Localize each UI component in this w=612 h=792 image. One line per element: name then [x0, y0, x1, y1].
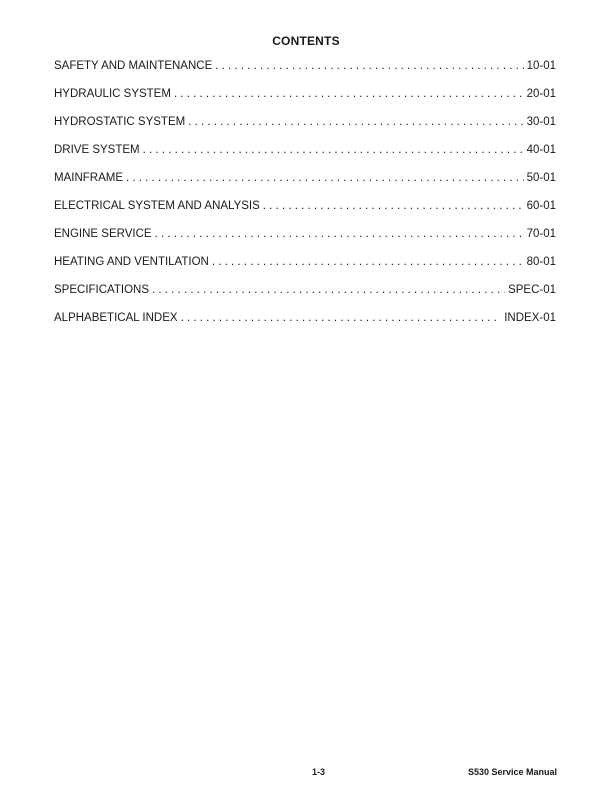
dot-leader	[126, 171, 524, 185]
toc-entry-mainframe[interactable]	[54, 171, 556, 199]
toc-entry-label: DRIVE SYSTEM	[54, 144, 140, 156]
toc-entry-electrical-system-and-analysis[interactable]	[54, 199, 556, 227]
toc-entry-label: ENGINE SERVICE	[54, 228, 152, 240]
dot-leader	[155, 227, 524, 241]
dot-leader	[188, 115, 523, 129]
toc-entry-label: SAFETY AND MAINTENANCE	[54, 60, 213, 72]
toc-entry-label: HYDRAULIC SYSTEM	[54, 88, 171, 100]
table-of-contents	[54, 59, 556, 339]
dot-leader	[212, 255, 524, 269]
toc-entry-page: 70-01	[526, 228, 556, 240]
page-footer	[0, 767, 612, 781]
dot-leader	[215, 59, 523, 73]
toc-entry-label: ALPHABETICAL INDEX	[54, 312, 178, 324]
toc-entry-safety-and-maintenance[interactable]	[54, 59, 556, 87]
dot-leader	[263, 199, 524, 213]
page-title: CONTENTS	[272, 34, 340, 48]
dot-leader	[174, 87, 524, 101]
toc-entry-heating-and-ventilation[interactable]	[54, 255, 556, 283]
toc-entry-page: 40-01	[526, 144, 556, 156]
toc-entry-drive-system[interactable]	[54, 143, 556, 171]
toc-entry-engine-service[interactable]	[54, 227, 556, 255]
toc-entry-page: 50-01	[526, 172, 556, 184]
toc-entry-hydraulic-system[interactable]	[54, 87, 556, 115]
toc-entry-label: HYDROSTATIC SYSTEM	[54, 116, 186, 128]
toc-entry-page: 20-01	[526, 88, 556, 100]
dot-leader	[152, 283, 505, 297]
footer-page-number: 1-3	[312, 767, 326, 777]
toc-entry-page: 30-01	[526, 116, 556, 128]
dot-leader	[143, 143, 524, 157]
toc-entry-label: HEATING AND VENTILATION	[54, 256, 209, 268]
toc-entry-label: MAINFRAME	[54, 172, 123, 184]
toc-entry-label: ELECTRICAL SYSTEM AND ANALYSIS	[54, 200, 260, 212]
toc-entry-alphabetical-index[interactable]	[54, 311, 556, 339]
toc-entry-page: 80-01	[526, 256, 556, 268]
toc-entry-page: 60-01	[526, 200, 556, 212]
toc-entry-specifications[interactable]	[54, 283, 556, 311]
dot-leader	[181, 311, 502, 325]
toc-entry-page: SPEC-01	[508, 284, 556, 296]
toc-entry-hydrostatic-system[interactable]	[54, 115, 556, 143]
toc-entry-page: 10-01	[526, 60, 556, 72]
toc-entry-label: SPECIFICATIONS	[54, 284, 149, 296]
toc-entry-page: INDEX-01	[504, 312, 556, 324]
footer-manual-name: S530 Service Manual	[467, 767, 557, 777]
